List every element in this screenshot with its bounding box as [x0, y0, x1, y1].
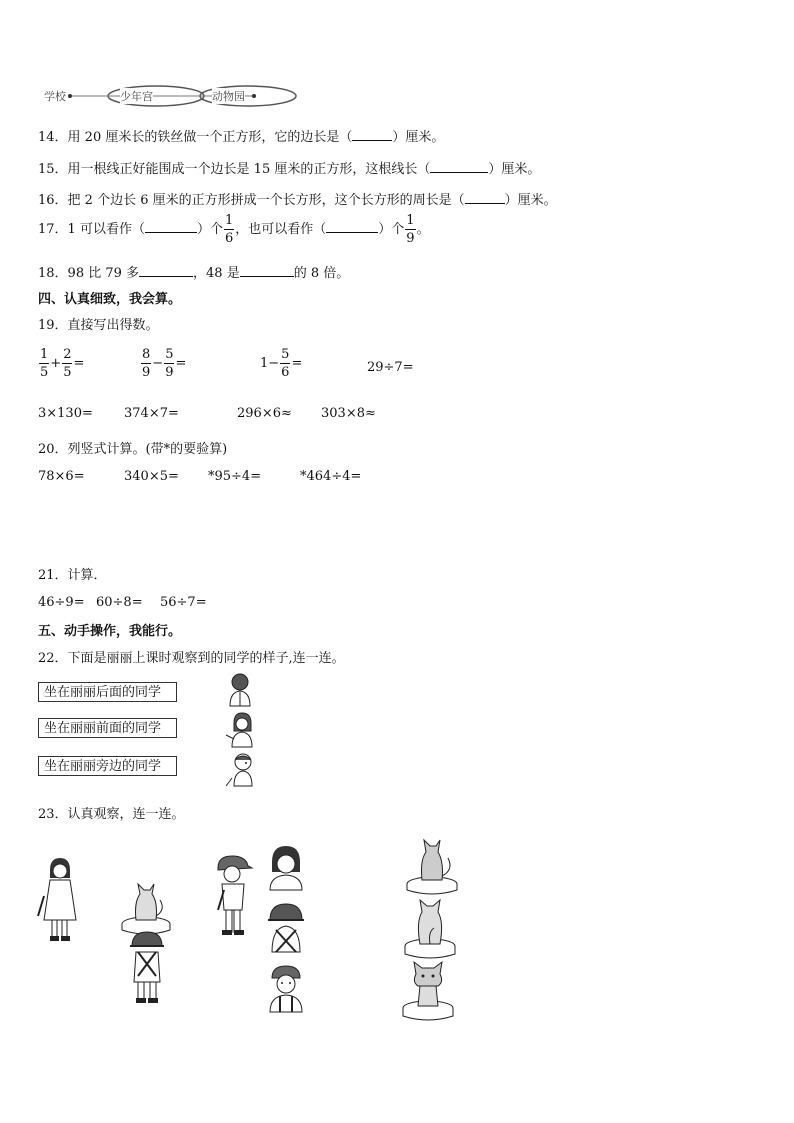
q22-box-beside[interactable]: 坐在丽丽旁边的同学 — [38, 756, 177, 776]
q23-view-back-child[interactable] — [266, 902, 306, 958]
cat-front-view-icon — [400, 960, 456, 1022]
q22-student-back-view[interactable] — [222, 672, 258, 712]
q16-text-after: ）厘米。 — [504, 193, 557, 208]
label-zoo: 动物园 — [212, 90, 245, 103]
q17-part2: ）个 — [196, 222, 223, 237]
q19-expr-1 — [38, 348, 84, 379]
question-16 — [38, 189, 557, 208]
student-front-icon — [224, 711, 260, 749]
q19-e2-a-num: 8 — [142, 347, 151, 362]
q16-answer-blank[interactable] — [465, 191, 505, 204]
q17-frac1-denominator: 6 — [224, 231, 234, 246]
q19-e1-eq: = — [73, 356, 85, 371]
q19-e1-op: + — [50, 356, 62, 371]
q18-part1: 98 比 79 多 — [67, 266, 140, 281]
q19-expr-2 — [140, 348, 186, 379]
q22-student-front-view[interactable] — [224, 711, 260, 753]
q23-girl-standing — [36, 856, 86, 948]
question-17 — [38, 214, 430, 245]
label-school: 学校 — [44, 90, 66, 103]
q20-item-1: 78×6= — [38, 469, 85, 484]
q19-row2-item-4: 303×8≈ — [321, 406, 376, 421]
q21-title: 计算． — [67, 568, 107, 583]
q18-number: 18． — [38, 266, 68, 281]
question-22-title — [38, 647, 345, 666]
q14-answer-blank[interactable] — [352, 128, 392, 141]
route-dot-school — [68, 94, 72, 98]
q17-frac2-denominator: 9 — [406, 231, 415, 246]
q19-expr-4: 29÷7= — [367, 360, 414, 375]
question-14 — [38, 126, 444, 145]
question-15 — [38, 158, 540, 177]
question-19-title — [38, 314, 159, 333]
q16-number: 16． — [38, 193, 68, 208]
q17-part5: 。 — [416, 222, 430, 237]
question-21-title — [38, 564, 107, 583]
route-diagram — [40, 84, 265, 114]
q23-child-back-view — [128, 930, 166, 1012]
q22-number: 22． — [38, 651, 68, 666]
label-youth-palace: 少年宫 — [120, 90, 153, 103]
q19-row2-item-2: 374×7= — [124, 406, 179, 421]
q14-text-after: ）厘米。 — [392, 130, 445, 145]
q14-text-before: 用 20 厘米长的铁丝做一个正方形，它的边长是（ — [67, 130, 353, 145]
q20-item-4: *464÷4= — [300, 469, 362, 484]
cat-back-view-icon — [402, 898, 458, 960]
q19-e3-whole: 1− — [260, 356, 280, 371]
q23-child-side-view — [212, 854, 254, 944]
q16-text-before: 把 2 个边长 6 厘米的正方形拼成一个长方形，这个长方形的周长是（ — [67, 193, 465, 208]
q18-answer-blank-2[interactable] — [240, 264, 294, 277]
q15-answer-blank[interactable] — [430, 160, 488, 173]
q19-e1-a-num: 1 — [40, 347, 49, 362]
q19-number: 19． — [38, 318, 68, 333]
q19-e2-b-den: 9 — [165, 365, 174, 380]
q19-row2-item-1: 3×130= — [38, 406, 93, 421]
child-front-cap-icon — [266, 964, 306, 1014]
q19-e2-eq: = — [175, 356, 187, 371]
route-dot-zoo — [252, 94, 256, 98]
q19-row2-item-3: 296×6≈ — [237, 406, 292, 421]
question-23-title — [38, 803, 185, 822]
q17-number: 17． — [38, 222, 68, 237]
q19-e1-a-den: 5 — [40, 365, 49, 380]
q14-number: 14． — [38, 130, 68, 145]
q17-part1: 1 可以看作（ — [67, 222, 145, 237]
q22-title: 下面是丽丽上课时观察到的同学的样子,连一连。 — [67, 651, 345, 666]
q19-e3-b-den: 6 — [281, 365, 290, 380]
q15-text-after: ）厘米。 — [488, 162, 541, 177]
student-back-icon — [222, 672, 258, 708]
q15-text-before: 用一根线正好能围成一个边长是 15 厘米的正方形，这根线长（ — [67, 162, 431, 177]
q20-title: 列竖式计算。(带*的要验算) — [67, 442, 228, 457]
q21-item-3: 56÷7= — [160, 595, 207, 610]
q20-number: 20． — [38, 442, 68, 457]
q19-e3-eq: = — [291, 356, 303, 371]
q23-cat-on-platform-left — [120, 878, 172, 938]
q19-e2-a-den: 9 — [142, 365, 151, 380]
q17-part3: ，也可以看作（ — [235, 222, 327, 237]
q21-number: 21． — [38, 568, 68, 583]
q21-item-2: 60÷8= — [96, 595, 143, 610]
section-4-title: 四、认真细致，我会算。 — [38, 292, 182, 307]
child-back-icon — [128, 930, 166, 1008]
q17-answer-blank-2[interactable] — [326, 220, 378, 233]
cat-side-view-icon — [404, 836, 460, 896]
q17-fraction-1 — [224, 214, 234, 245]
student-side-icon — [226, 752, 260, 790]
q19-e2-b-num: 5 — [165, 347, 174, 362]
question-18 — [38, 262, 349, 281]
q19-e1-b-num: 2 — [63, 347, 72, 362]
section-5-title: 五、动手操作，我能行。 — [38, 624, 182, 639]
q18-answer-blank-1[interactable] — [139, 264, 193, 277]
q19-e1-b-den: 5 — [63, 365, 72, 380]
q21-item-1: 46÷9= — [38, 595, 85, 610]
q23-view-front-cap-child[interactable] — [266, 964, 306, 1018]
girl-front-view-icon — [266, 844, 306, 892]
q20-item-2: 340×5= — [124, 469, 179, 484]
q23-view-front-girl[interactable] — [266, 844, 306, 896]
q22-student-side-view[interactable] — [226, 752, 260, 794]
q17-frac1-numerator: 1 — [224, 213, 234, 228]
q18-part2: ，48 是 — [193, 266, 240, 281]
q23-number: 23． — [38, 807, 68, 822]
q18-part3: 的 8 倍。 — [293, 266, 350, 281]
q19-title: 直接写出得数。 — [67, 318, 159, 333]
q22-box-behind[interactable]: 坐在丽丽后面的同学 — [38, 682, 177, 702]
q19-e2-op: − — [152, 356, 164, 371]
question-20-title — [38, 438, 227, 457]
q17-part4: ）个 — [378, 222, 405, 237]
q23-cat-view-back[interactable] — [402, 898, 458, 964]
q17-fraction-2 — [405, 214, 415, 245]
q23-cat-view-front[interactable] — [400, 960, 456, 1026]
cat-platform-icon — [120, 878, 172, 934]
q17-answer-blank-1[interactable] — [145, 220, 197, 233]
q20-item-3: *95÷4= — [208, 469, 262, 484]
child-back-view-icon — [266, 902, 306, 954]
q23-title: 认真观察，连一连。 — [67, 807, 185, 822]
q17-frac2-numerator: 1 — [406, 213, 415, 228]
q22-box-front[interactable]: 坐在丽丽前面的同学 — [38, 718, 177, 738]
q19-e3-b-num: 5 — [281, 347, 290, 362]
q23-cat-view-side[interactable] — [404, 836, 460, 900]
girl-figure-icon — [36, 856, 86, 944]
q19-expr-3 — [260, 348, 302, 379]
child-side-icon — [212, 854, 254, 940]
q15-number: 15． — [38, 162, 68, 177]
